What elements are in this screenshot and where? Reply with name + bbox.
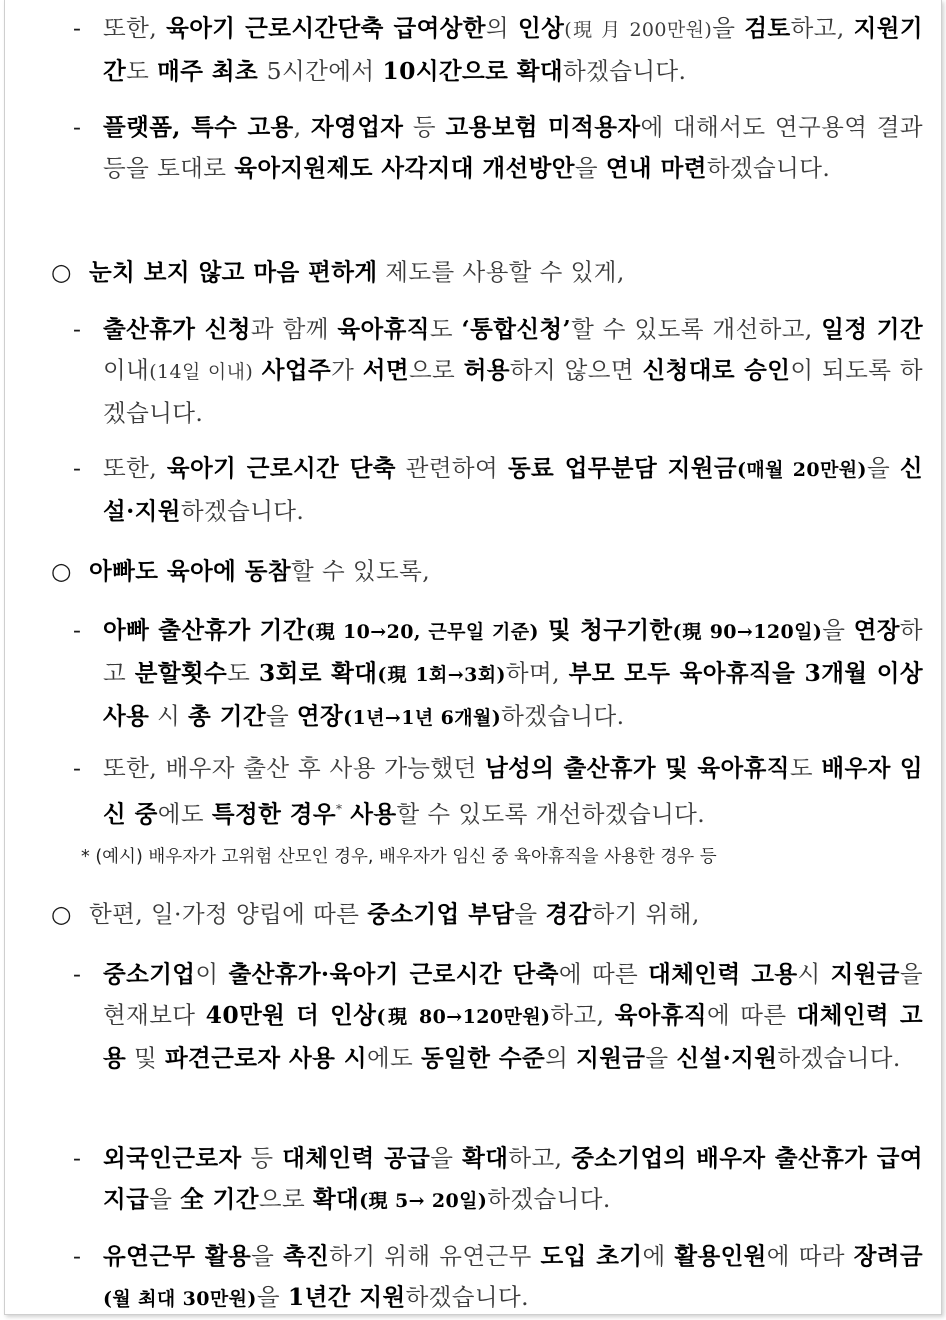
plain-text: 하겠습니다. [180,497,305,525]
plain-text: 에 [642,1242,675,1270]
plain-text: 을 [256,1283,288,1311]
paragraph-text [103,448,923,532]
section-heading-3 [51,894,923,935]
plain-text: 하고, [508,1144,572,1172]
plain-text: 도 [227,659,259,687]
emphasis-text: 아빠도 육아에 동참 [89,557,291,585]
emphasis-text: 신설·지원 [676,1044,778,1072]
emphasis-text: 유연근무 활용 [103,1242,252,1270]
emphasis-text: (現 5→ 20일) [359,1190,488,1212]
emphasis-text: 확대 [462,1144,509,1172]
emphasis-text: (現 10→20, 근무일 기준) [305,621,539,643]
plain-text: 으로 [408,356,464,384]
plain-text: 에 따른 [558,960,649,988]
plain-text: 을 [574,154,606,182]
emphasis-text: 인상 [518,14,565,42]
circle-marker: ○ [51,900,72,928]
plain-text: 도 [126,57,158,85]
emphasis-text: 3회로 확대 [258,659,378,687]
paragraph-6 [73,748,923,835]
emphasis-text: 1년간 지원 [287,1283,406,1311]
emphasis-text: 중소기업 [103,960,196,988]
plain-text: 을 현재보다 [103,960,924,1029]
footnote: * (예시) 배우자가 고위험 산모인 경우, 배우자가 임신 중 육아휴직을 사용한 경우 등 [81,847,717,867]
emphasis-text: 지원금 [576,1044,646,1072]
paragraph-text [103,748,923,835]
emphasis-text: 서면 [362,356,409,384]
paragraph-text [103,1236,923,1320]
plain-text: 과 함께 [250,315,338,343]
plain-text: 또한, [103,454,167,482]
plain-text: 을 [645,1044,677,1072]
emphasis-text: 육아기 근로시간 단축 [166,454,396,482]
plain-text: 관련하여 [395,454,508,482]
plain-text: 하기 위해 유연근무 [329,1242,541,1270]
plain-text: 하고, [550,1001,615,1029]
emphasis-text: 특정한 경우 [211,799,336,828]
plain-text: 또한, 배우자 출산 후 사용 가능했던 [103,754,486,782]
emphasis-text: (現 1회→3회) [377,664,506,686]
paragraph-5 [73,610,923,739]
emphasis-text: 연장 [853,616,900,644]
emphasis-text: 고용보험 미적용자 [445,113,641,141]
plain-text: 을 [712,14,745,42]
emphasis-text: 대체인력 고용 [648,960,798,988]
plain-text: 한편, 일·가정 양립에 따른 [89,900,368,928]
emphasis-text: 연장 [296,702,344,730]
section-heading-2 [51,551,923,592]
dash-marker: - [73,315,82,343]
plain-text: 의 [485,14,518,42]
emphasis-text: 동료 업무분담 지원금 [507,454,737,482]
dash-marker: - [73,1242,82,1270]
emphasis-text: 확대 [312,1185,360,1213]
plain-text: * [335,802,343,816]
paragraph-1 [73,8,923,92]
plain-text: 하고 [103,616,923,687]
plain-text: 하겠습니다. [487,1185,611,1213]
plain-text: 할 수 있도록 개선하고, [571,315,822,343]
emphasis-text: 배우자 임신 중 [103,754,923,828]
plain-text: 시 [149,702,189,730]
plain-text: 을 [265,702,297,730]
plain-text: 또한, [103,14,167,42]
plain-text: 제도를 사용할 수 있게, [377,258,625,286]
plain-text: (14일 이내) [149,361,254,383]
dash-marker: - [73,754,82,782]
heading-text [89,894,923,935]
paragraph-text [103,1138,923,1222]
emphasis-text: 중소기업 부담 [367,900,515,928]
emphasis-text: 40만원 더 인상 [205,1001,377,1029]
emphasis-text: 촉진 [283,1242,330,1270]
emphasis-text: (現 90→120일) [672,621,823,643]
plain-text: 에도 [157,799,212,828]
plain-text: 하기 위해, [591,900,700,928]
emphasis-text: (매월 20만원) [736,459,867,481]
plain-text: 을 [430,1144,463,1172]
emphasis-text: 허용 [463,356,510,384]
emphasis-text: (월 최대 30만원) [103,1288,257,1310]
plain-text: 하지 않으면 [509,356,643,384]
emphasis-text: (現 80→120만원) [376,1006,551,1028]
plain-text: 하겠습니다. [501,702,625,730]
plain-text: 등 [241,1144,283,1172]
plain-text: 이 [195,960,229,988]
circle-marker: ○ [51,258,72,286]
plain-text: 에 대해서도 연구용역 결과 등을 토대로 [103,113,923,182]
emphasis-text: 육아휴직 [614,1001,707,1029]
plain-text: 이내 [103,356,150,384]
plain-text: 하겠습니다. [563,57,687,85]
dash-marker: - [73,616,82,644]
plain-text: 가 [331,356,363,384]
plain-text: (現 月 200만원) [564,19,713,41]
dash-marker: - [73,454,82,482]
plain-text: 을 [866,454,900,482]
plain-text: 이 되도록 하겠습니다. [103,356,924,427]
emphasis-text: 육아기 근로시간단축 급여상한 [166,14,486,42]
plain-text: 으로 [258,1185,313,1213]
plain-text: 을 [514,900,546,928]
heading-text [89,551,923,592]
plain-text: 하고, [790,14,854,42]
plain-text [253,356,262,384]
emphasis-text: 총 기간 [188,702,266,730]
plain-text: 하겠습니다. [777,1044,901,1072]
emphasis-text: 일정 기간 [821,315,923,343]
dash-marker: - [73,14,82,42]
paragraph-2 [73,107,923,189]
emphasis-text: ‘통합신청’ [461,315,572,343]
plain-text: 도 [789,754,822,782]
plain-text: 할 수 있도록 개선하겠습니다. [396,799,706,828]
plain-text: 에 따른 [706,1001,797,1029]
emphasis-text: 연내 마련 [605,154,707,182]
document-page [4,0,942,1315]
dash-marker: - [73,1144,82,1172]
paragraph-3 [73,309,923,434]
emphasis-text: 눈치 보지 않고 마음 편하게 [89,258,378,286]
paragraph-text [103,309,923,434]
emphasis-text: 및 [538,616,581,644]
plain-text: 에 따라 [766,1242,854,1270]
emphasis-text: 全 기간 [180,1185,259,1213]
emphasis-text: 경감 [545,900,592,928]
emphasis-text: 매주 최초 [157,57,267,85]
heading-text [89,252,923,293]
plain-text: 도 [429,315,462,343]
paragraph-text [103,8,923,92]
emphasis-text: 사업주 [261,356,332,384]
circle-marker: ○ [51,557,72,585]
emphasis-text: 도입 초기 [540,1242,643,1270]
emphasis-text: 청구기한 [580,616,673,644]
emphasis-text: 장려금 [853,1242,924,1270]
emphasis-text: 부모 모두 육아휴직을 3개월 이상 사용 [103,659,924,730]
emphasis-text: 지원금 [830,960,900,988]
plain-text: 하며, [505,659,569,687]
plain-text: 시 [797,960,831,988]
emphasis-text: 육아지원제도 사각지대 개선방안 [234,154,575,182]
emphasis-text: 신청대로 승인 [642,356,791,384]
emphasis-text: 중소기업의 배우자 출산휴가 급여 지급 [103,1144,923,1213]
emphasis-text: 파견근로자 사용 시 [164,1044,367,1072]
plain-text: 을 [251,1242,284,1270]
emphasis-text: 신설·지원 [103,454,923,525]
emphasis-text: 플랫폼, 특수 고용 [103,113,294,141]
emphasis-text: 출산휴가 신청 [103,315,251,343]
emphasis-text: 분할횟수 [134,659,228,687]
section-heading-1 [51,252,923,293]
emphasis-text: 활용인원 [674,1242,767,1270]
emphasis-text: 10시간으로 확대 [382,57,564,85]
plain-text: , [293,113,311,141]
dash-marker: - [73,960,82,988]
plain-text: 5시간에서 [266,57,383,85]
emphasis-text: 사용 [350,799,397,828]
emphasis-text: 남성의 출산휴가 및 육아휴직 [485,754,790,782]
paragraph-text [103,107,923,189]
plain-text: 하겠습니다. [706,154,831,182]
paragraph-text [103,610,923,739]
plain-text: 을 [149,1185,181,1213]
emphasis-text: 대체인력 공급 [282,1144,431,1172]
emphasis-text: 외국인근로자 [103,1144,242,1172]
emphasis-text: 지원기간 [103,14,923,85]
plain-text: 의 [545,1044,577,1072]
emphasis-text: 동일한 수준 [421,1044,546,1072]
dash-marker: - [73,113,82,141]
plain-text: 할 수 있도록, [290,557,431,585]
paragraph-text [103,954,923,1079]
plain-text: 에도 [366,1044,422,1072]
plain-text: 을 [822,616,854,644]
emphasis-text: 대체인력 고용 [103,1001,924,1072]
paragraph-9 [73,1236,923,1320]
emphasis-text: (1년→1년 6개월) [343,707,502,729]
emphasis-text: 자영업자 [311,113,404,141]
paragraph-8 [73,1138,923,1222]
plain-text: 등 [403,113,446,141]
emphasis-text: 출산휴가·육아기 근로시간 단축 [228,960,559,988]
emphasis-text: 검토 [744,14,791,42]
paragraph-4 [73,448,923,532]
plain-text: 하겠습니다. [405,1283,529,1311]
paragraph-7 [73,954,923,1079]
plain-text: 및 [126,1044,165,1072]
emphasis-text: 육아휴직 [337,315,430,343]
emphasis-text: 아빠 출산휴가 기간 [103,616,306,644]
